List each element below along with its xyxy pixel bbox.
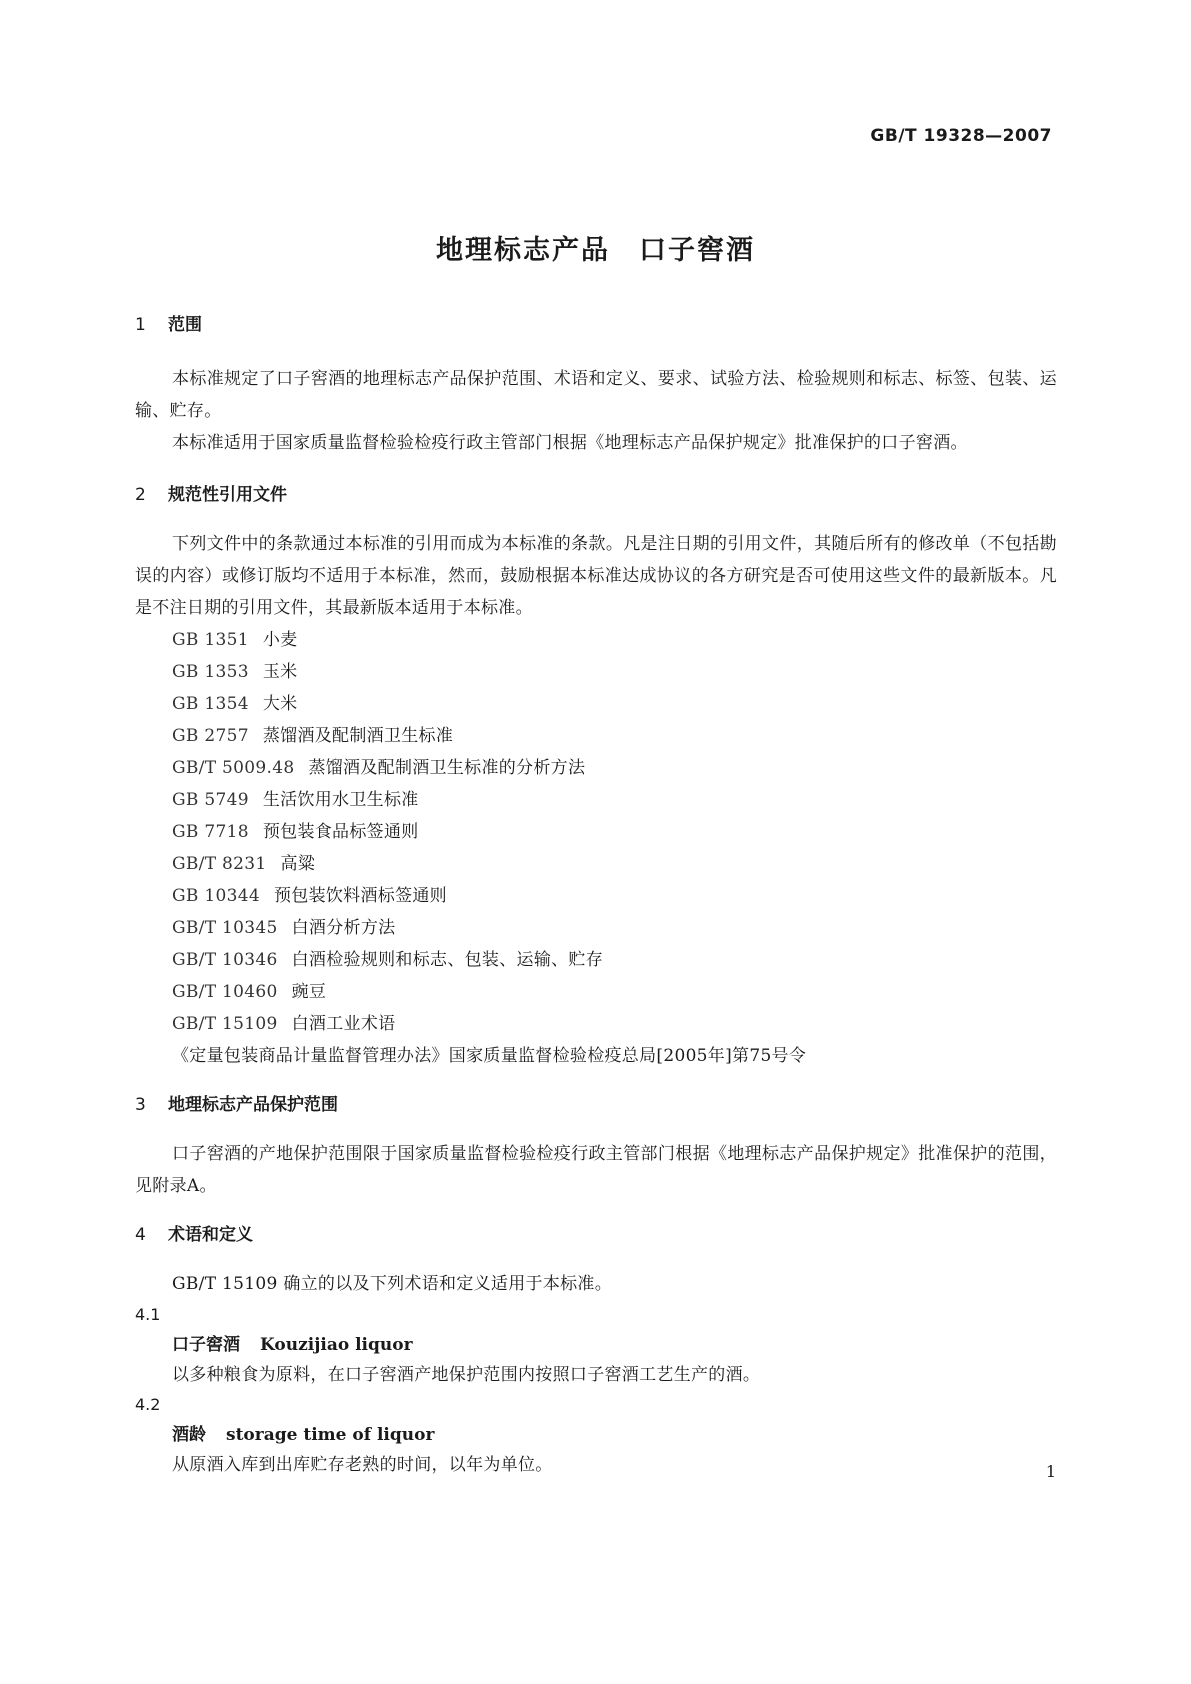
reference-code: GB 1354 bbox=[172, 694, 249, 714]
section-number: 1 bbox=[135, 315, 146, 335]
reference-item bbox=[135, 656, 1057, 688]
reference-item bbox=[135, 848, 1057, 880]
reference-code: GB/T 5009.48 bbox=[172, 758, 295, 778]
reference-code: GB 2757 bbox=[172, 726, 249, 746]
reference-item bbox=[135, 976, 1057, 1008]
reference-name: 玉米 bbox=[262, 662, 298, 682]
document-title: 地理标志产品 口子窖酒 bbox=[436, 235, 755, 266]
section-title: 地理标志产品保护范围 bbox=[168, 1095, 338, 1115]
reference-code: GB/T 10345 bbox=[172, 918, 278, 938]
reference-code: GB 1351 bbox=[172, 630, 249, 650]
reference-item bbox=[135, 752, 1057, 784]
reference-code: GB/T 15109 bbox=[172, 1014, 278, 1034]
paragraph: 下列文件中的条款通过本标准的引用而成为本标准的条款。凡是注日期的引用文件，其随后所有的修改单（不包括勘误的内容）或修订版均不适用于本标准，然而，鼓励根据本标准达成协议的各方研究是否可使用这些文件的最新版本。凡是不注日期的引用文件，其最新版本适用于本标准。 bbox=[135, 534, 1057, 618]
term-zh: 酒龄 bbox=[172, 1425, 206, 1445]
page-number: 1 bbox=[1045, 1462, 1056, 1481]
reference-name: 白酒分析方法 bbox=[291, 918, 396, 938]
term-definition: 以多种粮食为原料，在口子窖酒产地保护范围内按照口子窖酒工艺生产的酒。 bbox=[172, 1365, 761, 1385]
paragraph: 本标准规定了口子窖酒的地理标志产品保护范围、术语和定义、要求、试验方法、检验规则和标志、标签、包装、运输、贮存。 bbox=[135, 369, 1057, 421]
term-definition: 从原酒入库到出库贮存老熟的时间，以年为单位。 bbox=[172, 1455, 553, 1475]
reference-code: GB/T 8231 bbox=[172, 854, 267, 874]
section-4-heading bbox=[135, 1224, 1057, 1246]
reference-item bbox=[135, 880, 1057, 912]
reference-name: 大米 bbox=[262, 694, 298, 714]
term-heading bbox=[135, 1330, 1057, 1360]
document-body bbox=[135, 314, 1057, 1480]
section-number: 2 bbox=[135, 485, 146, 505]
reference-name: 生活饮用水卫生标准 bbox=[262, 790, 419, 810]
reference-code: GB 5749 bbox=[172, 790, 249, 810]
paragraph: GB/T 15109 确立的以及下列术语和定义适用于本标准。 bbox=[172, 1274, 613, 1294]
section-3-heading bbox=[135, 1094, 1057, 1116]
reference-item: 《定量包装商品计量监督管理办法》国家质量监督检验检疫总局[2005年]第75号令 bbox=[172, 1046, 807, 1066]
reference-name: 蒸馏酒及配制酒卫生标准的分析方法 bbox=[308, 758, 586, 778]
reference-code: GB 7718 bbox=[172, 822, 249, 842]
section-2-heading bbox=[135, 484, 1057, 506]
term-heading bbox=[135, 1420, 1057, 1450]
term-en: storage time of liquor bbox=[226, 1425, 435, 1445]
paragraph: 本标准适用于国家质量监督检验检疫行政主管部门根据《地理标志产品保护规定》批准保护的口子窖酒。 bbox=[172, 433, 968, 453]
section-title: 范围 bbox=[168, 315, 202, 335]
paragraph: 口子窖酒的产地保护范围限于国家质量监督检验检疫行政主管部门根据《地理标志产品保护规定》批准保护的范围，见附录A。 bbox=[135, 1144, 1057, 1196]
reference-item bbox=[135, 688, 1057, 720]
reference-name: 蒸馏酒及配制酒卫生标准 bbox=[262, 726, 454, 746]
reference-name: 预包装饮料酒标签通则 bbox=[273, 886, 447, 906]
reference-code: GB/T 10346 bbox=[172, 950, 278, 970]
reference-name: 小麦 bbox=[262, 630, 298, 650]
reference-name: 白酒检验规则和标志、包装、运输、贮存 bbox=[291, 950, 604, 970]
reference-item bbox=[135, 720, 1057, 752]
term-en: Kouzijiao liquor bbox=[260, 1335, 413, 1355]
reference-item bbox=[135, 944, 1057, 976]
reference-name: 白酒工业术语 bbox=[291, 1014, 396, 1034]
reference-name: 豌豆 bbox=[291, 982, 327, 1002]
reference-list bbox=[135, 624, 1057, 1072]
reference-item bbox=[135, 1008, 1057, 1040]
standard-code: GB/T 19328—2007 bbox=[870, 126, 1052, 146]
term-number: 4.1 bbox=[135, 1305, 161, 1324]
reference-item bbox=[135, 816, 1057, 848]
reference-code: GB 1353 bbox=[172, 662, 249, 682]
section-title: 规范性引用文件 bbox=[168, 485, 287, 505]
reference-item bbox=[135, 624, 1057, 656]
section-1-heading bbox=[135, 314, 1057, 336]
term-number: 4.2 bbox=[135, 1395, 161, 1414]
reference-item bbox=[135, 912, 1057, 944]
section-title: 术语和定义 bbox=[168, 1225, 253, 1245]
section-number: 4 bbox=[135, 1225, 146, 1245]
reference-item bbox=[135, 784, 1057, 816]
section-number: 3 bbox=[135, 1095, 146, 1115]
reference-code: GB/T 10460 bbox=[172, 982, 278, 1002]
reference-name: 高粱 bbox=[280, 854, 316, 874]
reference-name: 预包装食品标签通则 bbox=[262, 822, 419, 842]
term-zh: 口子窖酒 bbox=[172, 1335, 240, 1355]
reference-code: GB 10344 bbox=[172, 886, 260, 906]
